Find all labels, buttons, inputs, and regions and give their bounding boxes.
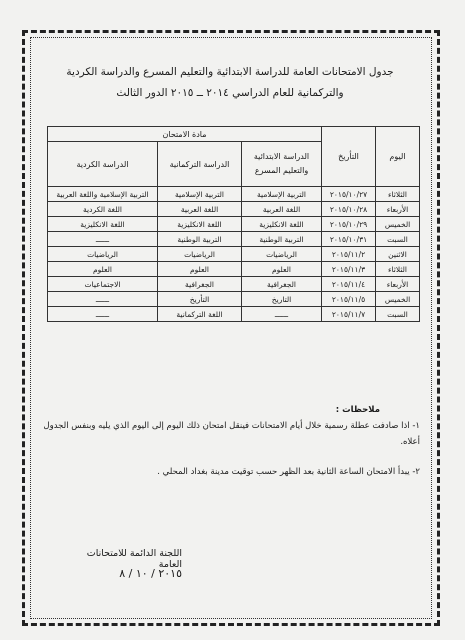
cell-date: ٢٠١٥/١١/٣: [322, 262, 376, 277]
cell-date: ٢٠١٥/١٠/٢٨: [322, 202, 376, 217]
cell-day: السبت: [376, 307, 420, 322]
committee-signature: اللجنة الدائمة للامتحانات العامة: [86, 548, 182, 570]
header-subject-group: مادة الامتحان: [48, 127, 322, 142]
table-row: [48, 232, 420, 247]
cell-day: الثلاثاء: [376, 262, 420, 277]
note-2: ٢- يبدأ الامتحان الساعة الثانية بعد الظهر حسب توقيت مدينة بغداد المحلي .: [157, 467, 420, 477]
header-kurdish: الدراسة الكردية: [48, 142, 158, 187]
cell-primary: الرياضيات: [242, 247, 322, 262]
cell-date: ٢٠١٥/١٠/٣١: [322, 232, 376, 247]
cell-kurdish: اللغة الانكليزية: [48, 217, 158, 232]
cell-turkmen: التربية الإسلامية: [158, 187, 242, 202]
cell-date: ٢٠١٥/١١/٢: [322, 247, 376, 262]
cell-kurdish: اللغة الكردية: [48, 202, 158, 217]
cell-primary: التربية الإسلامية: [242, 187, 322, 202]
cell-kurdish: الاجتماعيات: [48, 277, 158, 292]
header-primary: الدراسة الابتدائية والتعليم المسرع: [242, 142, 322, 187]
header-date: التأريخ: [322, 127, 376, 187]
table-row: [48, 262, 420, 277]
cell-kurdish: العلوم: [48, 262, 158, 277]
cell-kurdish: ــــــ: [48, 232, 158, 247]
document-title: [40, 62, 420, 104]
cell-primary: اللغة العربية: [242, 202, 322, 217]
table-row: [48, 217, 420, 232]
header-day: اليوم: [376, 127, 420, 187]
cell-primary: التاريخ: [242, 292, 322, 307]
cell-date: ٢٠١٥/١٠/٢٧: [322, 187, 376, 202]
table-row: [48, 247, 420, 262]
notes-section: [40, 402, 420, 480]
cell-kurdish: ــــــ: [48, 292, 158, 307]
cell-turkmen: التربية الوطنية: [158, 232, 242, 247]
table-row: [48, 307, 420, 322]
cell-turkmen: الجغرافية: [158, 277, 242, 292]
cell-day: الأربعاء: [376, 277, 420, 292]
cell-primary: الجغرافية: [242, 277, 322, 292]
cell-primary: ــــــ: [242, 307, 322, 322]
cell-date: ٢٠١٥/١١/٧: [322, 307, 376, 322]
table-row: [48, 202, 420, 217]
cell-day: الثلاثاء: [376, 187, 420, 202]
cell-turkmen: العلوم: [158, 262, 242, 277]
cell-primary: التربية الوطنية: [242, 232, 322, 247]
table-header-row: [48, 127, 420, 142]
cell-date: ٢٠١٥/١٠/٢٩: [322, 217, 376, 232]
cell-turkmen: اللغة التركمانية: [158, 307, 242, 322]
table-row: [48, 292, 420, 307]
cell-primary: اللغة الانكليزية: [242, 217, 322, 232]
cell-kurdish: التربية الإسلامية واللغة العربية: [48, 187, 158, 202]
cell-turkmen: اللغة العربية: [158, 202, 242, 217]
exam-schedule-table: [47, 126, 420, 322]
signature-date: ٢٠١٥ / ١٠ / ٨: [119, 567, 182, 580]
cell-turkmen: اللغة الانكليزية: [158, 217, 242, 232]
note-1: ١- اذا صادفت عطلة رسمية خلال أيام الامتحانات فينقل امتحان ذلك اليوم إلى اليوم الذي يليه وبنفس الجدول أعلاه.: [43, 421, 420, 447]
cell-day: الأربعاء: [376, 202, 420, 217]
cell-day: الاثنين: [376, 247, 420, 262]
title-line-2: والتركمانية للعام الدراسي ٢٠١٤ ــ ٢٠١٥ الدور الثالث: [116, 87, 344, 99]
cell-primary: العلوم: [242, 262, 322, 277]
cell-kurdish: الرياضيات: [48, 247, 158, 262]
cell-day: الخميس: [376, 217, 420, 232]
table-row: [48, 187, 420, 202]
cell-date: ٢٠١٥/١١/٥: [322, 292, 376, 307]
header-turkmen: الدراسة التركمانية: [158, 142, 242, 187]
cell-kurdish: ــــــ: [48, 307, 158, 322]
notes-heading: ملاحظات :: [335, 405, 380, 415]
cell-date: ٢٠١٥/١١/٤: [322, 277, 376, 292]
dotted-border: [30, 37, 432, 619]
table-row: [48, 277, 420, 292]
cell-turkmen: التأريخ: [158, 292, 242, 307]
title-line-1: جدول الامتحانات العامة للدراسة الابتدائية والتعليم المسرع والدراسة الكردية: [66, 66, 394, 78]
cell-turkmen: الرياضيات: [158, 247, 242, 262]
cell-day: السبت: [376, 232, 420, 247]
cell-day: الخميس: [376, 292, 420, 307]
